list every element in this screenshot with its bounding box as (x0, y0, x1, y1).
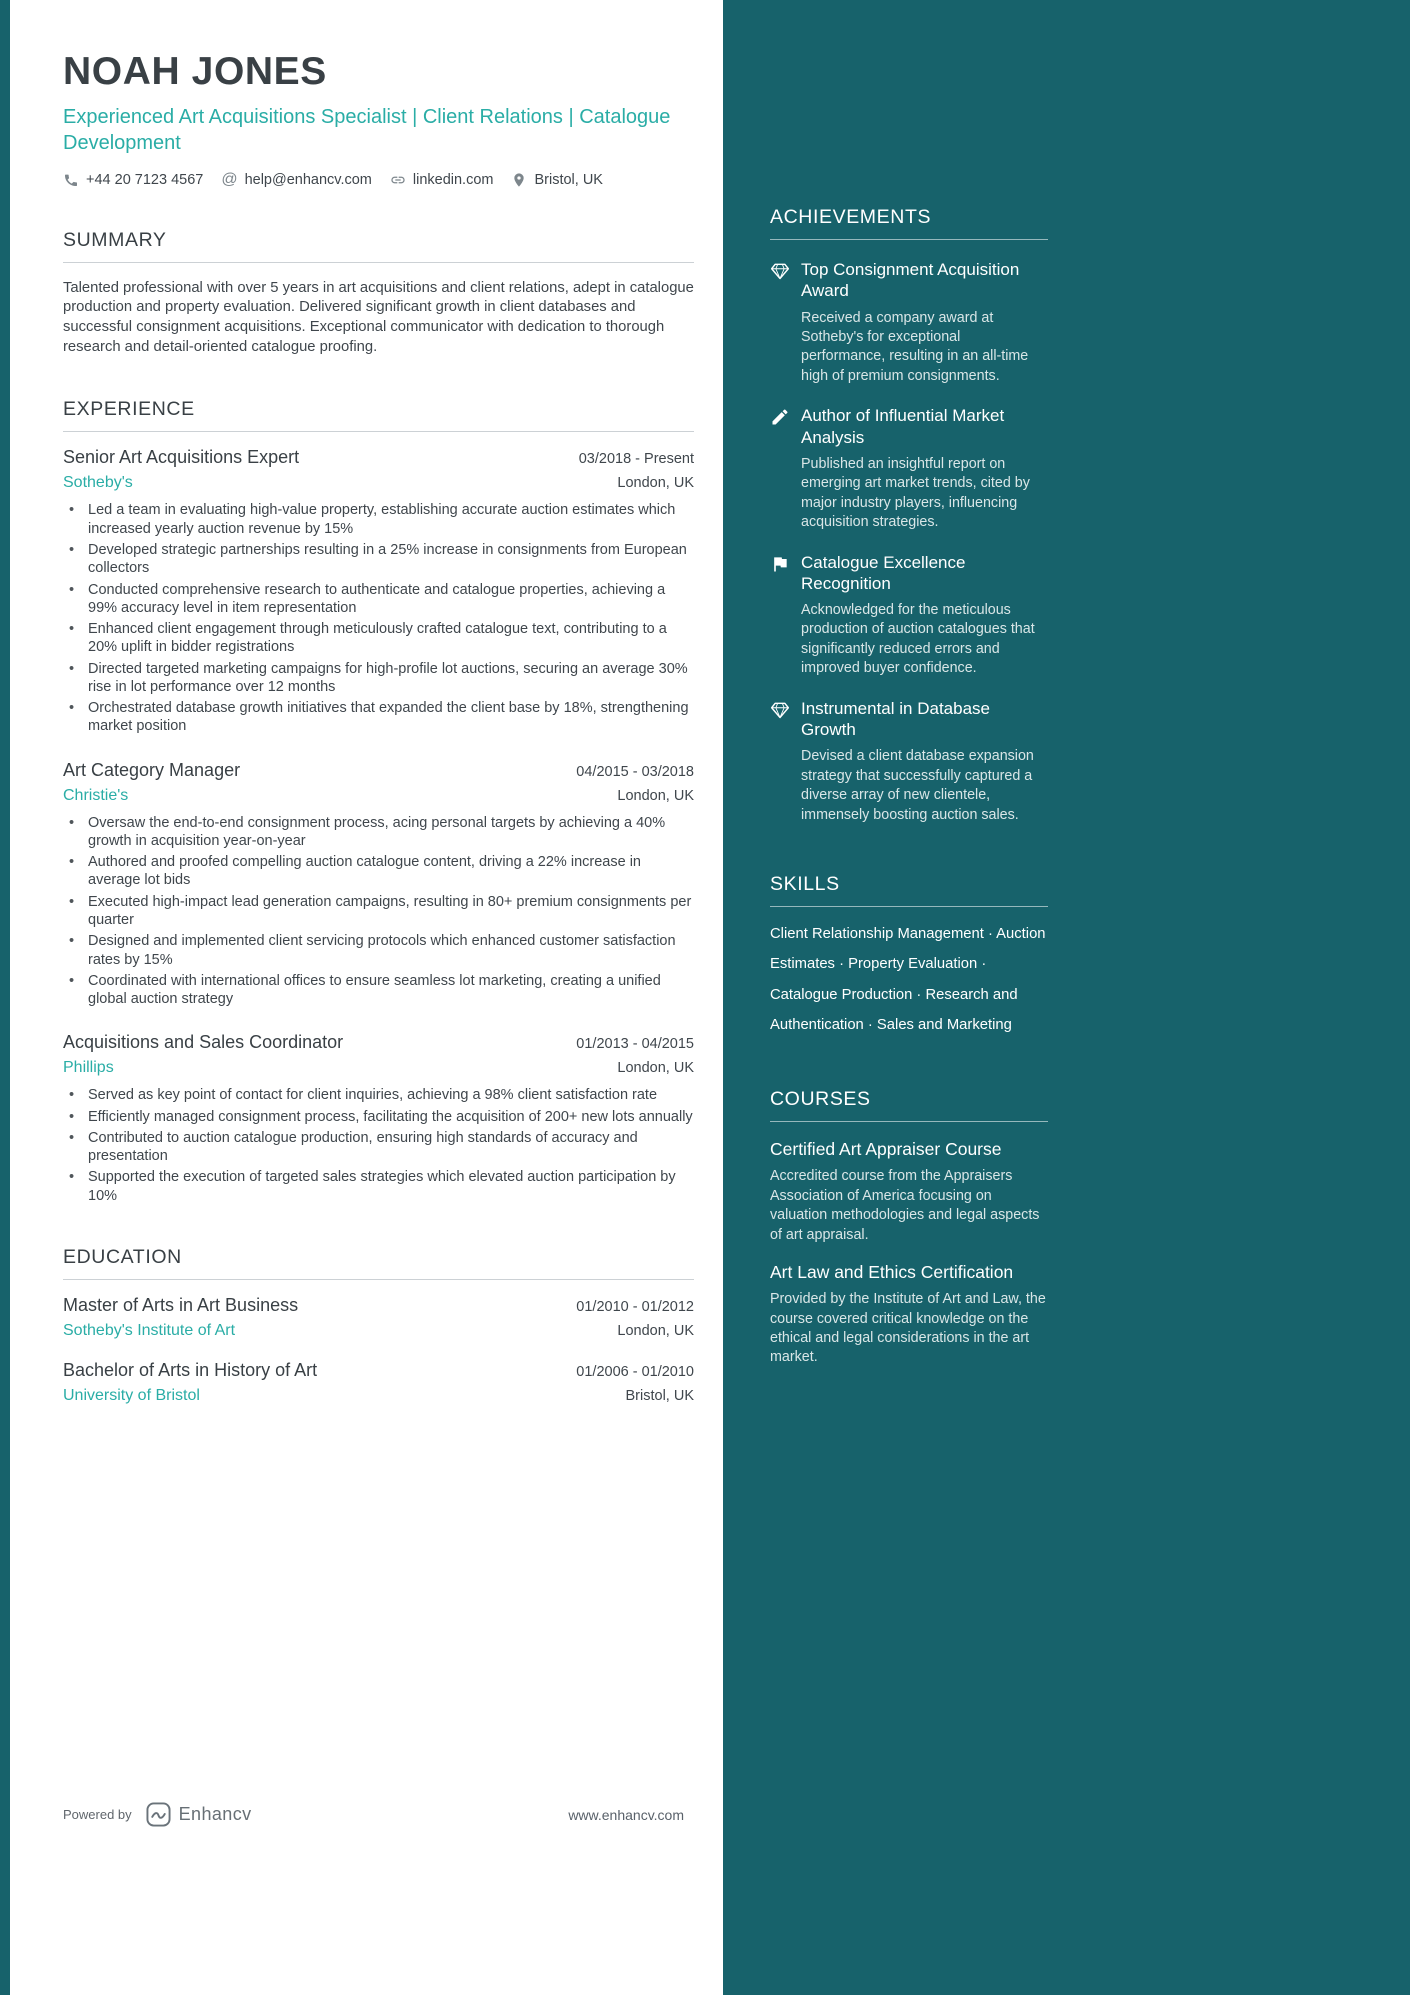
gem-icon (770, 261, 790, 281)
powered-by-label: Powered by (63, 1807, 132, 1822)
footer-website-link[interactable]: www.enhancv.com (568, 1806, 684, 1823)
company-name: Sotheby's (63, 474, 133, 492)
summary-section (63, 229, 694, 358)
at-icon: @ (221, 170, 238, 188)
skills-list: Client Relationship Management · Auction Estimates · Property Evaluation · Catalogue Production · Research and Authentication · Sales and Marketing (770, 926, 1046, 1033)
job-company-row (63, 781, 694, 805)
job-company-row (63, 1053, 694, 1077)
summary-heading: SUMMARY (63, 229, 694, 263)
course-text: Provided by the Institute of Art and Law, the course covered critical knowledge on the ethical and legal considerations in the art market. (770, 1291, 1046, 1366)
courses-heading: COURSES (770, 1088, 1048, 1122)
job-title: Senior Art Acquisitions Expert (63, 447, 300, 468)
bullet-item: • Conducted comprehensive research to authenticate and catalogue properties, achieving a 99% accuracy level in item representation (63, 581, 694, 618)
school-name: Sotheby's Institute of Art (63, 1321, 236, 1339)
education-dates: 01/2010 - 01/2012 (576, 1298, 694, 1315)
bullet-item: • Directed targeted marketing campaigns for high-profile lot auctions, securing an average 30% rise in lot performance over 12 months (63, 660, 694, 697)
job-location: London, UK (617, 787, 694, 804)
email-text[interactable]: help@enhancv.com (244, 171, 372, 188)
achievements-section (770, 206, 1048, 825)
course-title: Certified Art Appraiser Course (770, 1139, 1002, 1160)
phone-number: +44 20 7123 4567 (86, 171, 204, 188)
contact-linkedin[interactable] (390, 172, 494, 188)
achievement-content (801, 552, 1048, 679)
page-footer (63, 1802, 684, 1827)
achievement-title: Author of Influential Market Analysis (801, 406, 1005, 447)
company-name: Christie's (63, 786, 129, 804)
achievement-text: Acknowledged for the meticulous production of auction catalogues that significantly reduced errors and improved buyer confidence. (801, 602, 1035, 677)
job-entry (63, 760, 694, 1009)
course-item (770, 1262, 1048, 1368)
linkedin-text[interactable]: linkedin.com (412, 171, 494, 188)
achievement-item (770, 259, 1048, 386)
achievement-text: Devised a client database expansion strategy that successfully captured a diverse array of new clientele, immensely boosting auction sales. (801, 748, 1034, 823)
degree-row (63, 1360, 694, 1381)
job-dates: 03/2018 - Present (578, 451, 694, 468)
achievements-heading: ACHIEVEMENTS (770, 206, 1048, 240)
bullet-item: • Orchestrated database growth initiatives that expanded the client base by 18%, strengthening market position (63, 699, 694, 736)
bullet-item: • Led a team in evaluating high-value property, establishing accurate auction estimates which increased yearly auction revenue by 15% (63, 501, 694, 538)
achievement-title: Top Consignment Acquisition Award (801, 260, 1020, 301)
left-accent-stripe (0, 0, 10, 1995)
bullet-item: • Executed high-impact lead generation campaigns, resulting in 80+ premium consignments per quarter (63, 893, 694, 930)
phone-icon (63, 172, 79, 188)
flag-icon (770, 554, 790, 574)
achievement-content (801, 405, 1048, 532)
bullet-item: • Developed strategic partnerships resulting in a 25% increase in consignments from European collectors (63, 541, 694, 578)
powered-by (63, 1802, 252, 1827)
education-heading: EDUCATION (63, 1246, 694, 1280)
achievement-content (801, 259, 1048, 386)
enhancv-logo-icon (146, 1802, 171, 1827)
pen-icon (770, 407, 790, 427)
achievement-text: Published an insightful report on emerging art market trends, cited by major industry players, influencing acquisition strategies. (801, 455, 1030, 531)
achievement-title: Instrumental in Database Growth (801, 698, 990, 739)
main-column (10, 0, 723, 1995)
job-location: London, UK (617, 1060, 694, 1077)
school-name: University of Bristol (63, 1386, 200, 1404)
bullet-item: • Efficiently managed consignment process, facilitating the acquisition of 200+ new lots annually (63, 1108, 694, 1126)
job-title: Art Category Manager (63, 759, 241, 780)
job-location: London, UK (617, 475, 694, 492)
degree-row (63, 1295, 694, 1316)
job-entry (63, 1032, 694, 1205)
bullet-item: • Oversaw the end-to-end consignment process, acing personal targets by achieving a 40% growth in acquisition year-on-year (63, 814, 694, 851)
education-location: London, UK (617, 1322, 694, 1339)
education-section (63, 1246, 694, 1405)
education-entry (63, 1295, 694, 1340)
enhancv-brand[interactable] (146, 1802, 252, 1827)
bullet-item: • Contributed to auction catalogue production, ensuring high standards of accuracy and presentation (63, 1129, 694, 1166)
achievement-item (770, 405, 1048, 532)
contact-email[interactable] (221, 172, 372, 188)
contact-location (511, 172, 603, 188)
skills-heading: SKILLS (770, 873, 1048, 907)
summary-text: Talented professional with over 5 years in art acquisitions and client relations, adept in catalogue production and property evaluation. Delivered significant growth in client databases and successful consignment acquisitions. Exceptional communicator with dedication to thorough research and detail-oriented catalogue proofing. (63, 279, 694, 355)
brand-name: Enhancv (178, 1804, 252, 1824)
gem-icon (770, 700, 790, 720)
achievement-title: Catalogue Excellence Recognition (801, 552, 966, 593)
achievement-item (770, 698, 1048, 825)
link-icon (390, 172, 406, 188)
achievement-item (770, 552, 1048, 679)
skills-section (770, 873, 1048, 1040)
job-entry (63, 447, 694, 735)
contact-phone (63, 172, 203, 188)
course-text: Accredited course from the Appraisers Association of America focusing on valuation methodologies and legal aspects of art appraisal. (770, 1168, 1040, 1243)
sidebar (723, 0, 1410, 1995)
achievement-text: Received a company award at Sotheby's for exceptional performance, resulting in an all-time high of premium consignments. (801, 309, 1029, 384)
contact-row (63, 172, 694, 188)
bullet-item: • Supported the execution of targeted sales strategies which elevated auction participation by 10% (63, 1168, 694, 1205)
experience-heading: EXPERIENCE (63, 398, 694, 432)
education-location: Bristol, UK (625, 1387, 694, 1404)
school-row (63, 1381, 694, 1405)
degree-title: Bachelor of Arts in History of Art (63, 1359, 318, 1380)
degree-title: Master of Arts in Art Business (63, 1294, 299, 1315)
job-dates: 01/2013 - 04/2015 (576, 1036, 694, 1053)
experience-section (63, 398, 694, 1204)
bullet-item: • Coordinated with international offices to ensure seamless lot marketing, creating a unified global auction strategy (63, 972, 694, 1009)
sidebar-content (770, 206, 1048, 1368)
courses-section (770, 1088, 1048, 1368)
job-title-row (63, 447, 694, 468)
job-title: Acquisitions and Sales Coordinator (63, 1032, 344, 1053)
course-title: Art Law and Ethics Certification (770, 1262, 1014, 1283)
bullet-item: • Designed and implemented client servicing protocols which enhanced customer satisfaction rates by 15% (63, 932, 694, 969)
bullet-item: • Served as key point of contact for client inquiries, achieving a 98% client satisfaction rate (63, 1086, 694, 1104)
achievement-content (801, 698, 1048, 825)
job-bullets (63, 814, 694, 1009)
bullet-item: • Enhanced client engagement through meticulously crafted catalogue text, contributing to a 20% uplift in bidder registrations (63, 620, 694, 657)
resume-header (63, 50, 694, 188)
job-company-row (63, 468, 694, 492)
candidate-name: NOAH JONES (63, 50, 327, 93)
education-dates: 01/2006 - 01/2010 (576, 1363, 694, 1380)
job-title-row (63, 1032, 694, 1053)
job-bullets (63, 1086, 694, 1205)
company-name: Phillips (63, 1059, 114, 1077)
candidate-headline: Experienced Art Acquisitions Specialist | Client Relations | Catalogue Development (63, 106, 671, 155)
job-title-row (63, 760, 694, 781)
course-item (770, 1139, 1048, 1245)
location-pin-icon (511, 172, 527, 188)
bullet-item: • Authored and proofed compelling auction catalogue content, driving a 22% increase in average lot bids (63, 853, 694, 890)
location-text: Bristol, UK (534, 171, 603, 188)
education-entry (63, 1360, 694, 1405)
job-dates: 04/2015 - 03/2018 (576, 763, 694, 780)
school-row (63, 1316, 694, 1340)
job-bullets (63, 501, 694, 735)
